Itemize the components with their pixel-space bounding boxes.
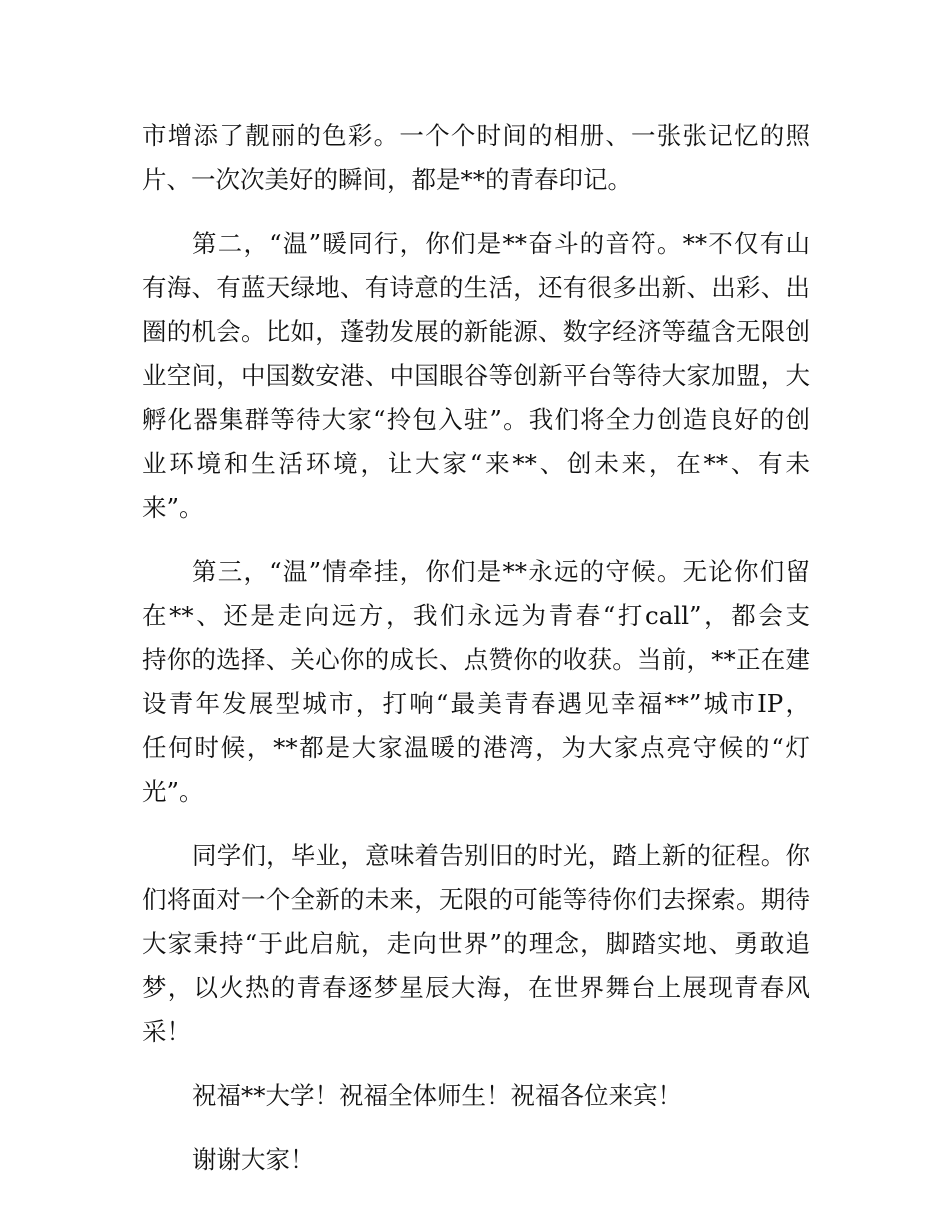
closing-line: 谢谢大家！ [192, 1145, 315, 1174]
paragraph-line: 同学们，毕业，意味着告别旧的时光，踏上新的征程。你 [192, 841, 810, 870]
paragraph-line: 第三，“温”情牵挂，你们是**永远的守候。无论你们留 [192, 557, 810, 586]
paragraph-line: 市增添了靓丽的色彩。一个个时间的相册、一张张记忆的照 [142, 121, 810, 150]
paragraph-line: 采！ [142, 1017, 191, 1046]
paragraph-line: 梦，以火热的青春逐梦星辰大海，在世界舞台上展现青春风 [142, 973, 810, 1002]
paragraph-line: 设青年发展型城市，打响“最美青春遇见幸福**”城市IP， [142, 689, 810, 718]
paragraph-line: 大家秉持“于此启航，走向世界”的理念，脚踏实地、勇敢追 [142, 929, 810, 958]
paragraph-line: 们将面对一个全新的未来，无限的可能等待你们去探索。期待 [142, 885, 810, 914]
paragraph-line: 业空间，中国数安港、中国眼谷等创新平台等待大家加盟，大 [142, 361, 810, 390]
paragraph-line: 持你的选择、关心你的成长、点赞你的收获。当前，**正在建 [142, 645, 810, 674]
paragraph-line: 片、一次次美好的瞬间，都是**的青春印记。 [142, 165, 632, 194]
blessing-line: 祝福**大学！祝福全体师生！祝福各位来宾！ [192, 1081, 682, 1110]
paragraph-line: 有海、有蓝天绿地、有诗意的生活，还有很多出新、出彩、出 [142, 273, 810, 302]
paragraph-line: 在**、还是走向远方，我们永远为青春“打call”，都会支 [142, 601, 810, 630]
paragraph-line: 业环境和生活环境，让大家“来**、创未来，在**、有未 [142, 449, 810, 478]
paragraph-line: 任何时候，**都是大家温暖的港湾，为大家点亮守候的“灯 [142, 733, 810, 762]
paragraph-line: 第二，“温”暖同行，你们是**奋斗的音符。**不仅有山 [192, 229, 810, 258]
paragraph-line: 光”。 [142, 777, 204, 806]
paragraph-line: 孵化器集群等待大家“拎包入驻”。我们将全力创造良好的创 [142, 405, 810, 434]
paragraph-line: 来”。 [142, 493, 204, 522]
paragraph-line: 圈的机会。比如，蓬勃发展的新能源、数字经济等蕴含无限创 [142, 317, 810, 346]
